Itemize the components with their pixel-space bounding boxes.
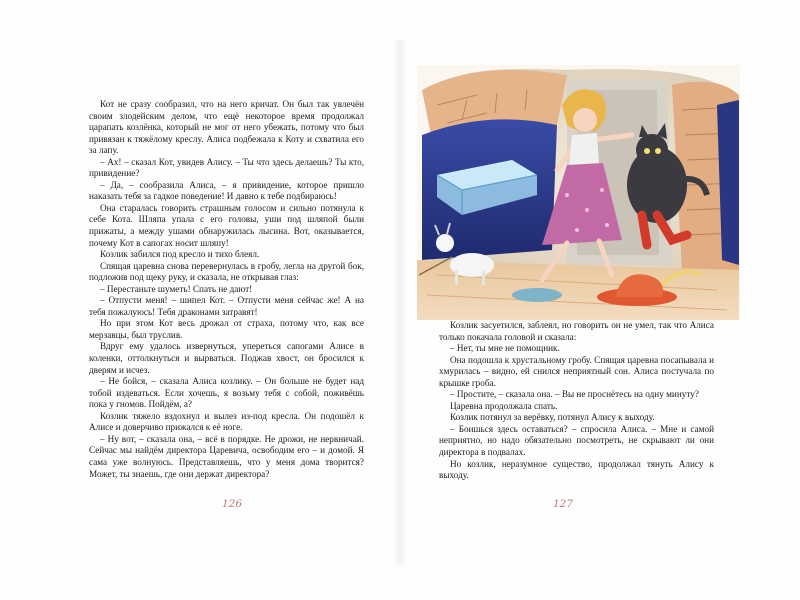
paragraph: – Ах! – сказал Кот, увидев Алису. – Ты что здесь делаешь? Ты кто, привидение? bbox=[89, 156, 364, 179]
paragraph: – Простите, – сказала она. – Вы не проснётесь на одну минуту? bbox=[450, 389, 699, 400]
boot bbox=[642, 215, 647, 245]
paragraph: Она подошла к хрустальному гробу. Спящая царевна посапывала и хмурилась – видно, ей снился неприятный сон. Алиса постучала по крышке гроба. bbox=[439, 354, 714, 388]
page-number-right: 127 bbox=[552, 498, 574, 510]
paragraph: Кот не сразу сообразил, что на него кричат. Он был так увлечён своим злодейским делом, что ещё некоторое время продолжал царапать козлёнка, который не мог от него убежать, потому что был привязан к тяжёлому креслу. Алиса подбежала к Коту и схватила его за лапу. bbox=[89, 99, 364, 156]
paragraph: – Ну вот, – сказала она, – всё в порядке. Не дрожи, не нервничай. Сейчас мы найдём директора Царевича, освободим его – и домой. Я сама уже волнуюсь. Представляешь, что у меня дома творится? Может, ты знаешь, где они держат директора? bbox=[89, 433, 364, 479]
paragraph: Козлик забился под кресло и тихо блеял. bbox=[100, 249, 260, 260]
paragraph: – Да, – сообразила Алиса, – я привидение, которое пришло наказать тебя за гадкое поведение! И давно к тебе подбираюсь! bbox=[89, 179, 364, 202]
cushion bbox=[512, 288, 562, 302]
paragraph: Но козлик, неразумное существо, продолжал тянуть Алису к выходу. bbox=[439, 458, 714, 481]
paragraph: Царевна продолжала спать. bbox=[450, 400, 558, 411]
paragraph: – Не бойся, – сказала Алиса козлику. – Он больше не будет над тобой издеваться. Если хочешь, я возьму тебя с собой, поживёшь пока у гномов. Пойдём, а? bbox=[89, 376, 364, 410]
paragraph: Козлик засуетился, заблеял, но говорить он не умел, так что Алиса только покачала головой и сказала: bbox=[439, 320, 714, 342]
paragraph: – Отпусти меня! – шипел Кот. – Отпусти меня сейчас же! А на тебя пожалуюсь! Тебя драконами затравят! bbox=[89, 295, 364, 317]
paragraph: Вдруг ему удалось извернуться, упереться сапогами Алисе в коленки, оттолкнуться и вырваться. Поджав хвост, он бросился к дверям и исчез. bbox=[89, 341, 364, 375]
page-number-left: 126 bbox=[221, 498, 243, 510]
paragraph: – Боишься здесь оставаться? – спросила Алиса. – Мне и самой неприятно, но надо обязательно посмотреть, не скрывают ли они директора в подвалах. bbox=[439, 423, 714, 458]
paragraph: Но при этом Кот весь дрожал от страха, потому что, как все мерзавцы, был труслив. bbox=[89, 318, 364, 340]
right-page-text bbox=[439, 320, 714, 482]
paragraph: – Нет, ты мне не помощник. bbox=[450, 343, 560, 354]
left-page-text bbox=[89, 99, 364, 480]
paragraph: Козлик тяжело вздохнул и вылез из-под кресла. Он подошёл к Алисе и доверчиво прижался к её ноге. bbox=[89, 410, 364, 433]
paragraph: Она старалась говорить страшным голосом и сильно потянула к себе Кота. Шляпа упала с его головы, уши под шляпой были прижаты, а между ушами обнаружилась лысина. Вот, оказывается, почему Кот в сапогах носит шляпу! bbox=[89, 202, 364, 248]
book-gutter bbox=[393, 40, 407, 565]
paragraph: – Перестаньте шуметь! Спать не дают! bbox=[100, 283, 253, 294]
story-illustration bbox=[417, 65, 740, 320]
paragraph: Спящая царевна снова перевернулась в гробу, легла на другой бок, подложив под щеку руку, и сказала, не открывая глаз: bbox=[89, 260, 364, 283]
paragraph: Козлик потянул за верёвку, потянул Алису к выходу. bbox=[450, 412, 655, 423]
